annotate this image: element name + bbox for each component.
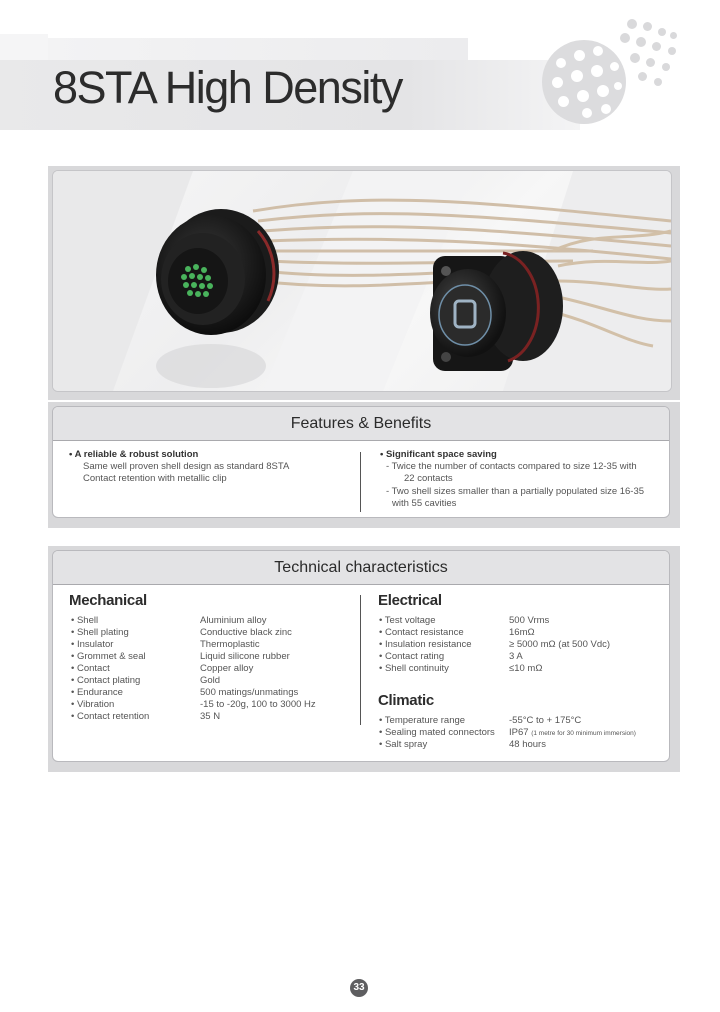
spec-value: 3 A — [509, 651, 523, 662]
feature-title-reliable: • A reliable & robust solution — [69, 449, 199, 460]
spec-value: Liquid silicone rubber — [200, 651, 290, 662]
spec-value-ip: IP67 — [509, 727, 529, 738]
spec-value: -15 to -20g, 100 to 3000 Hz — [200, 699, 316, 710]
spec-label: • Contact retention — [71, 711, 150, 722]
technical-divider — [360, 595, 361, 725]
header-accent-band — [48, 38, 468, 60]
spec-label: • Shell — [71, 615, 99, 626]
spec-value: ≤10 mΩ — [509, 663, 543, 674]
spec-label: • Salt spray — [379, 739, 428, 750]
feature-line: - Twice the number of contacts compared to size 12-35 with — [386, 461, 637, 473]
spec-label: • Temperature range — [379, 715, 466, 726]
spec-value: 500 matings/unmatings — [200, 687, 299, 698]
spec-value: Conductive black zinc — [200, 627, 292, 638]
technical-heading: Technical characteristics — [53, 551, 669, 585]
climatic-title: Climatic — [378, 692, 434, 709]
electrical-title: Electrical — [378, 592, 442, 609]
feature-line: 22 contacts — [404, 473, 453, 485]
climatic-labels — [379, 715, 495, 751]
spec-value — [509, 727, 636, 739]
spec-label: • Vibration — [71, 699, 115, 710]
technical-panel — [52, 550, 670, 762]
electrical-values — [509, 615, 610, 675]
spec-label: • Contact rating — [379, 651, 445, 662]
spec-value: ≥ 5000 mΩ (at 500 Vdc) — [509, 639, 611, 650]
features-heading: Features & Benefits — [53, 407, 669, 441]
feature-line: Same well proven shell design as standard 8STA — [83, 461, 290, 473]
features-right-column — [380, 449, 644, 510]
spec-value: 16mΩ — [509, 627, 535, 638]
spec-value-note: (1 metre for 30 minimum immersion) — [531, 730, 636, 737]
page-title: 8STA High Density — [53, 62, 402, 113]
spec-label: • Grommet & seal — [71, 651, 146, 662]
spec-value: -55°C to + 175°C — [509, 715, 582, 726]
climatic-values — [509, 715, 636, 751]
electrical-labels — [379, 615, 472, 675]
spec-value: 48 hours — [509, 739, 546, 750]
spec-value: 500 Vrms — [509, 615, 550, 626]
spec-label: • Shell plating — [71, 627, 129, 638]
mechanical-title: Mechanical — [69, 592, 147, 609]
spec-label: • Shell continuity — [379, 663, 449, 674]
feature-title-space: • Significant space saving — [380, 449, 497, 460]
spec-label: • Endurance — [71, 687, 123, 698]
connector-photo — [52, 170, 672, 392]
features-divider — [360, 452, 361, 512]
spec-label: • Insulation resistance — [379, 639, 472, 650]
header-accent-left — [0, 34, 48, 60]
feature-line: with 55 cavities — [392, 497, 457, 509]
spec-value: Gold — [200, 675, 221, 686]
spec-label: • Sealing mated connectors — [379, 727, 495, 738]
page-number: 33 — [350, 979, 368, 997]
features-left-column — [69, 449, 289, 486]
connector-illustration — [53, 171, 671, 391]
mechanical-values — [200, 615, 316, 723]
spec-label: • Contact plating — [71, 675, 141, 686]
spec-value: Copper alloy — [200, 663, 254, 674]
feature-line: - Two shell sizes smaller than a partially populated size 16-35 — [386, 485, 645, 497]
spec-label: • Test voltage — [379, 615, 436, 626]
spec-label: • Contact — [71, 663, 110, 674]
spec-label: • Insulator — [71, 639, 114, 650]
spec-value: Thermoplastic — [200, 639, 260, 650]
spec-value: Aluminium alloy — [200, 615, 267, 626]
spec-label: • Contact resistance — [379, 627, 464, 638]
mechanical-labels — [71, 615, 149, 723]
feature-line: Contact retention with metallic clip — [83, 473, 227, 485]
spec-value: 35 N — [200, 711, 221, 722]
features-panel — [52, 406, 670, 518]
